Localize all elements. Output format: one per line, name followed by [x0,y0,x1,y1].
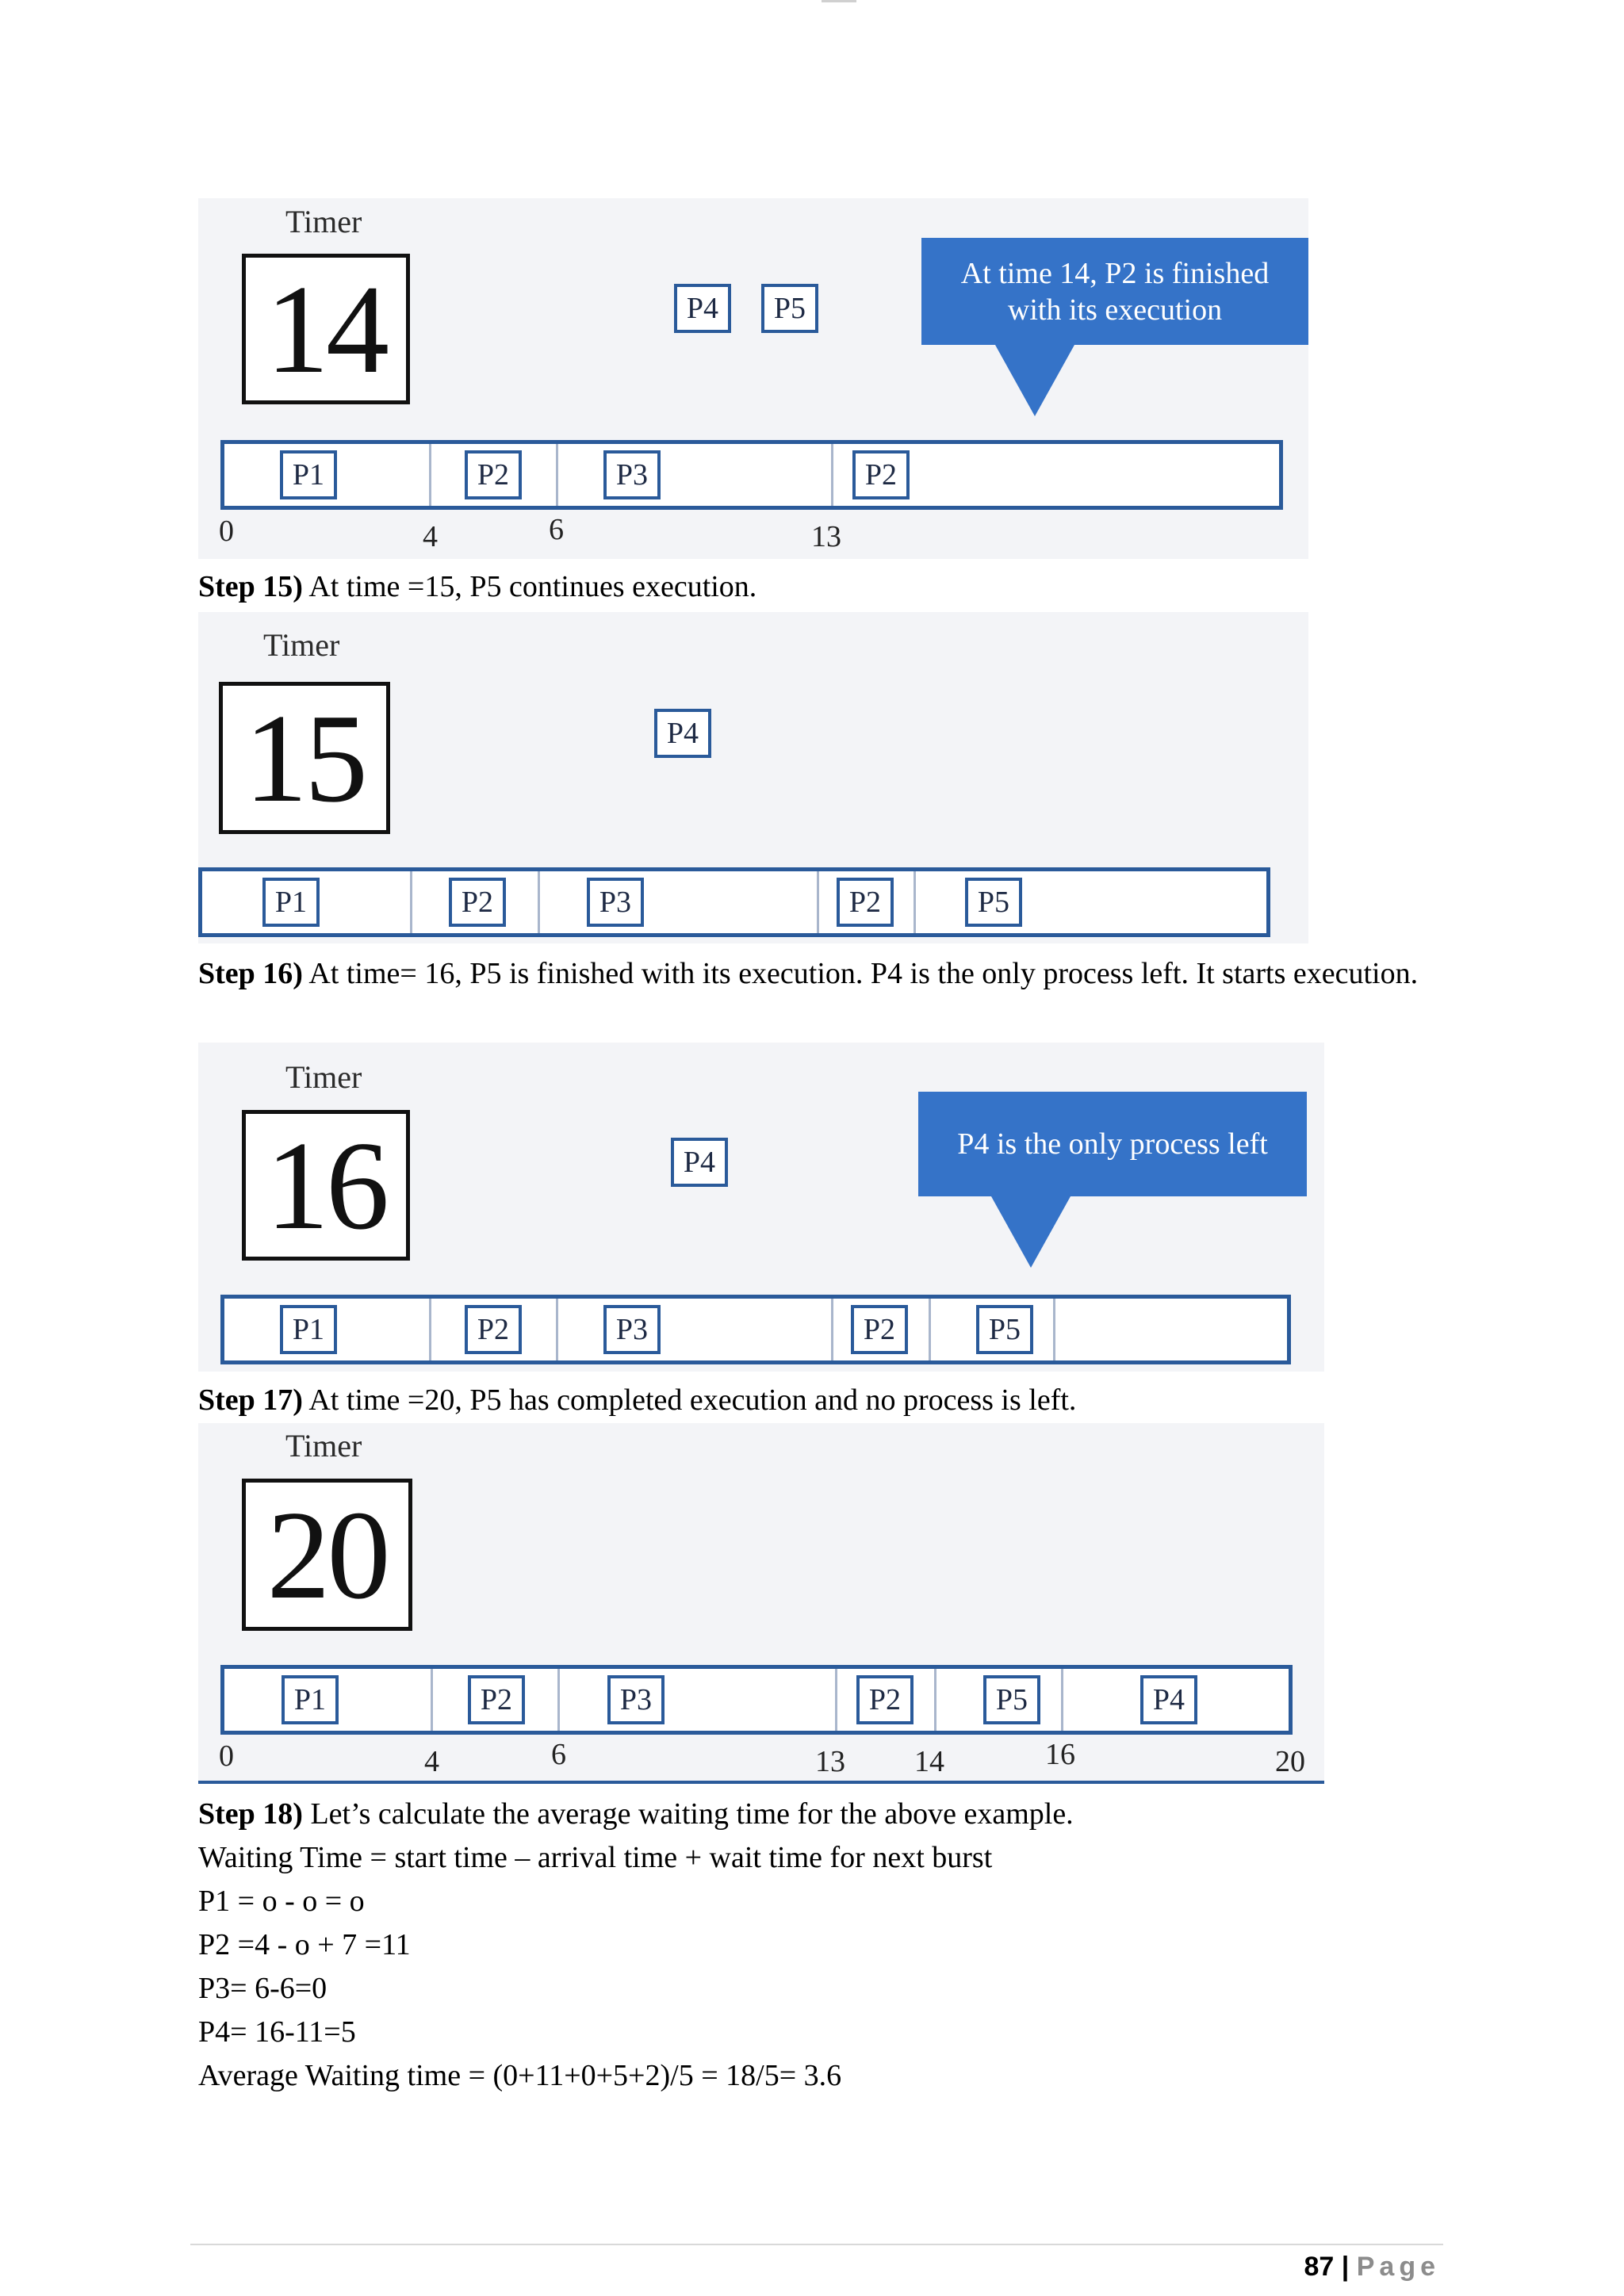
step-label: Step 15) [198,570,303,603]
footer-divider [190,2244,1443,2245]
queue-process: P4 [654,709,711,758]
time-tick: 4 [423,520,438,553]
time-tick: 14 [914,1745,944,1778]
average-waiting-time: Average Waiting time = (0+11+0+5+2)/5 = 18/5= 3.6 [198,2059,842,2092]
gantt-divider [1061,1669,1063,1731]
timer-label: Timer [285,204,362,239]
step-text: Let’s calculate the average waiting time for the above example. [302,1797,1074,1831]
callout-pointer [991,1196,1071,1268]
queue-process: P4 [671,1138,728,1187]
gantt-divider [831,444,833,506]
calc-p4: P4= 16-11=5 [198,2015,356,2049]
step-text: At time =20, P5 has completed execution and no process is left. [302,1383,1077,1417]
gantt-divider [831,1299,833,1360]
step-label: Step 16) [198,957,303,990]
gantt-chart [220,1665,1293,1735]
gantt-divider [429,444,431,506]
step-label: Step 17) [198,1383,303,1417]
gantt-process: P3 [607,1675,665,1724]
gantt-process: P5 [983,1675,1040,1724]
step-15 [198,564,1435,609]
time-tick: 0 [219,515,234,548]
gantt-divider [934,1669,936,1731]
gantt-process: P1 [280,1305,337,1354]
figure-timer-14 [198,198,1308,559]
time-tick: 6 [549,513,564,546]
top-mark [822,0,856,2]
calc-p3: P3= 6-6=0 [198,1972,327,2005]
gantt-divider [538,871,540,933]
gantt-process: P5 [976,1305,1033,1354]
gantt-process: P2 [851,1305,908,1354]
gantt-chart [220,1295,1291,1364]
gantt-process: P1 [282,1675,339,1724]
step-text: At time= 16, P5 is finished with its execution. P4 is the only process left. It starts execution. [302,957,1419,990]
figure-timer-16 [198,1043,1324,1372]
gantt-process: P2 [449,878,506,927]
time-tick: 20 [1275,1745,1305,1778]
time-tick: 6 [551,1738,566,1771]
callout-pointer [995,345,1074,416]
calc-p1: P1 = o - o = o [198,1885,365,1918]
timer-label: Timer [285,1059,362,1095]
gantt-divider [817,871,819,933]
time-tick: 4 [424,1745,439,1778]
timer-label: Timer [285,1428,362,1464]
gantt-process: P5 [965,878,1022,927]
gantt-process: P2 [852,450,910,499]
gantt-process: P1 [280,450,337,499]
queue-process: P5 [761,284,818,333]
page-word: Page [1356,2252,1440,2282]
queue-process: P4 [674,284,731,333]
figure-baseline [198,1781,1324,1784]
gantt-process: P2 [856,1675,914,1724]
gantt-process: P1 [262,878,320,927]
timer-display: 20 [242,1479,412,1631]
figure-timer-15 [198,612,1308,943]
gantt-divider [429,1299,431,1360]
callout-box: At time 14, P2 is finished with its execution [921,238,1308,345]
waiting-time-formula: Waiting Time = start time – arrival time + wait time for next burst [198,1841,993,1874]
gantt-divider [835,1669,837,1731]
time-tick: 13 [815,1745,845,1778]
figure-timer-20 [198,1423,1324,1784]
gantt-divider [1053,1299,1055,1360]
calc-p2: P2 =4 - o + 7 =11 [198,1928,411,1961]
time-tick: 13 [811,520,841,553]
page-number [1304,2252,1441,2283]
gantt-process: P3 [603,1305,661,1354]
gantt-process: P2 [465,450,522,499]
gantt-process: P2 [468,1675,525,1724]
gantt-divider [557,1669,560,1731]
gantt-process: P3 [603,450,661,499]
gantt-process: P2 [465,1305,522,1354]
gantt-process: P2 [837,878,894,927]
step-17 [198,1378,1435,1422]
gantt-divider [929,1299,931,1360]
gantt-chart [198,867,1270,937]
step-18 [198,1792,1435,1836]
gantt-divider [556,1299,558,1360]
callout-box: P4 is the only process left [918,1092,1307,1196]
time-tick: 16 [1045,1738,1075,1771]
step-label: Step 18) [198,1797,303,1831]
page-number-value: 87 [1304,2252,1335,2282]
gantt-divider [431,1669,433,1731]
gantt-process: P4 [1140,1675,1197,1724]
gantt-process: P3 [587,878,644,927]
timer-display: 14 [242,254,410,404]
timer-label: Timer [263,627,340,663]
timer-display: 16 [242,1110,410,1261]
step-text: At time =15, P5 continues execution. [302,570,757,603]
page-number-separator: | [1334,2252,1357,2282]
gantt-divider [410,871,412,933]
step-16 [198,951,1435,996]
time-tick: 0 [219,1739,234,1773]
gantt-chart [220,440,1283,510]
gantt-divider [556,444,558,506]
gantt-divider [914,871,916,933]
timer-display: 15 [219,682,390,834]
